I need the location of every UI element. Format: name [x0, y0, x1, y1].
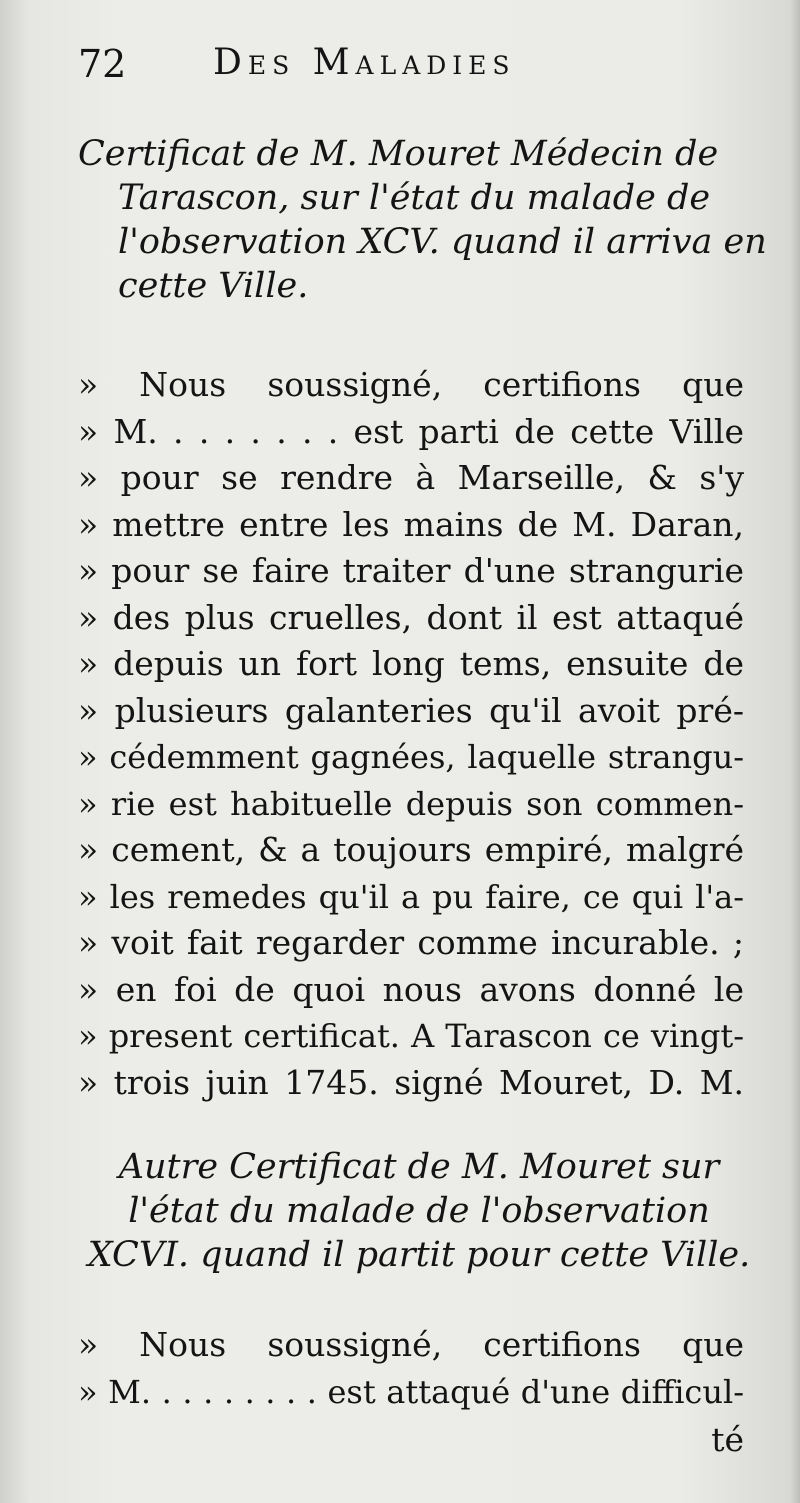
text-line: » M. . . . . . . . . est attaqué d'une difficul- — [78, 1372, 744, 1411]
text-line: » cement, & a toujours empiré, malgré — [78, 830, 744, 869]
text-line: » voit fait regarder comme incurable. ; — [78, 923, 744, 962]
text-line: » plusieurs galanteries qu'il avoit pré- — [78, 690, 744, 730]
text-line: » pour se faire traiter d'une strangurie — [78, 551, 744, 590]
running-title: Des Maladies — [213, 42, 516, 83]
page-number: 72 — [78, 42, 127, 86]
text-line: » des plus cruelles, dont il est attaqué — [78, 597, 744, 637]
text-line: » en foi de quoi nous avons donné le — [78, 969, 744, 1009]
text-line: » les remedes qu'il a pu faire, ce qui l'a- — [78, 877, 744, 916]
text-line: » Nous soussigné, certifions que — [78, 365, 744, 404]
text-line: » depuis un fort long tems, ensuite de — [78, 644, 744, 683]
text-line: » cédemment gagnées, laquelle strangu- — [78, 738, 744, 776]
text-line: » M. . . . . . . . est parti de cette Ville — [78, 411, 744, 451]
text-line: » present certificat. A Tarascon ce vingt- — [78, 1017, 744, 1055]
certificate-body-1 — [78, 362, 744, 1106]
text-line: » trois juin 1745. signé Mouret, D. M. — [78, 1062, 744, 1102]
text-line: » pour se rendre à Marseille, & s'y — [78, 458, 744, 497]
certificate-heading-2: Autre Certificat de M. Mouret sur l'état du malade de l'observation XCVI. quand il partit pour cette Ville. — [87, 1147, 751, 1275]
certificate-body-2 — [78, 1322, 744, 1415]
certificate-heading-1: Certificat de M. Mouret Médecin de Tarascon, sur l'état du malade de l'observation XCV. quand il arriva en cette Ville. — [78, 134, 767, 306]
page-header — [78, 42, 778, 92]
catchword: té — [711, 1420, 744, 1459]
text-line: » mettre entre les mains de M. Daran, — [78, 504, 744, 544]
text-line: » Nous soussigné, certifions que — [78, 1325, 744, 1364]
text-line: » rie est habituelle depuis son commen- — [78, 784, 744, 823]
